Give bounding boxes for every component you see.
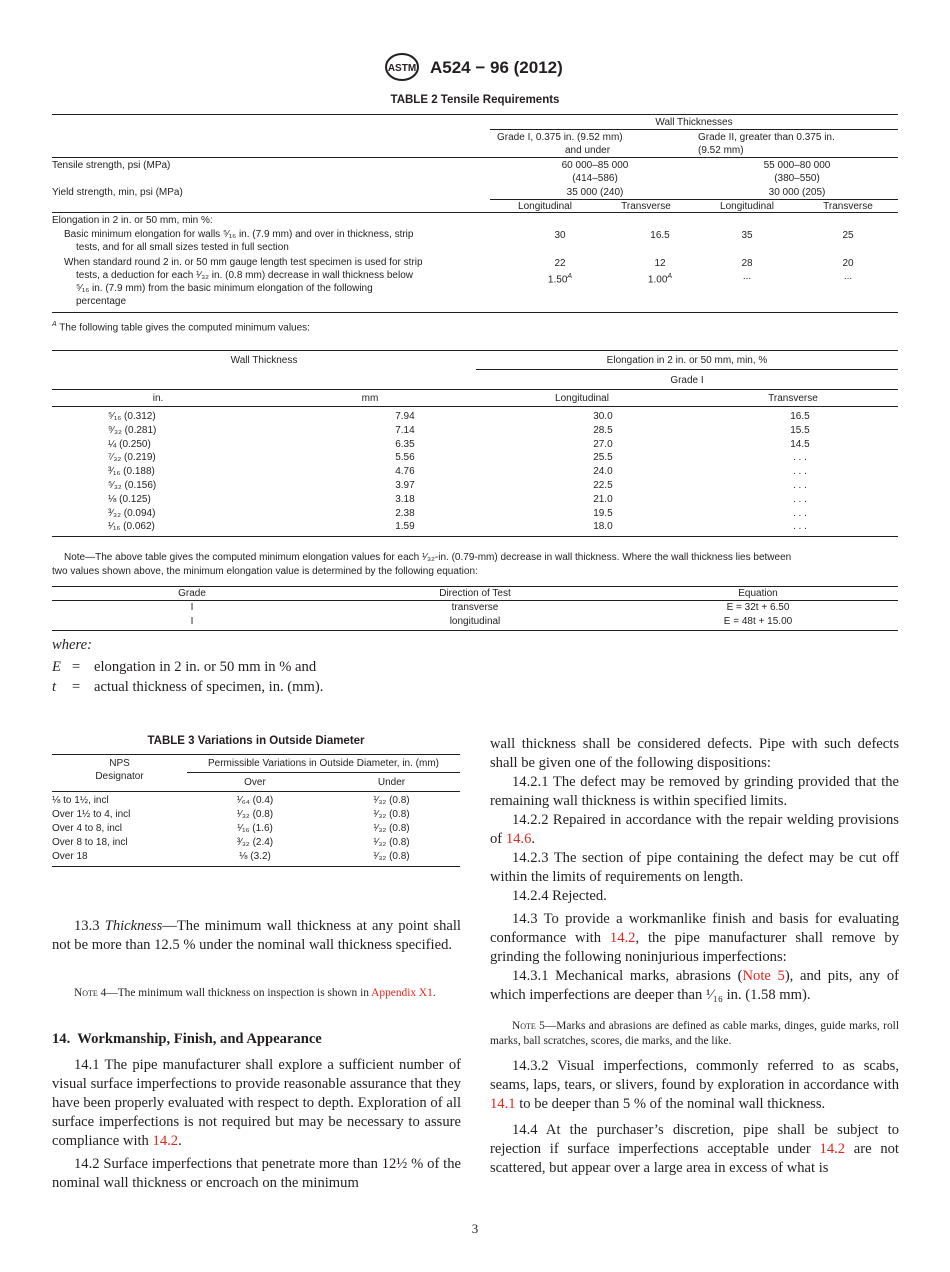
table-row: Over 8 to 18, incl ³⁄₃₂ (2.4) ¹⁄₃₂ (0.8) (52, 837, 410, 848)
para-14-2-3: 14.2.3 The section of pipe containing the defect may be cut off within the limits of requirements on length. (490, 850, 899, 885)
table-row: ⁷⁄₃₂ (0.219) 5.56 25.5 . . . (108, 452, 807, 464)
left-column-14 (52, 1056, 461, 1193)
table-row: I longitudinal E = 48t + 15.00 (190, 616, 793, 627)
table3-nps-header: NPS Designator (95, 758, 144, 782)
para-14-2-2: 14.2.2 Repaired in accordance with the repair welding provisions of 14.6. (490, 812, 899, 847)
yield-grade1: 35 000 (240) (566, 187, 624, 198)
tensile-grade1: 60 000–85 000 (414–586) (561, 160, 629, 184)
basic-val-2: 16.5 (650, 230, 670, 241)
tensile-label: Tensile strength, psi (MPa) (52, 160, 171, 171)
svg-text:ASTM: ASTM (387, 63, 417, 74)
section-14-2-link-b[interactable]: 14.2 (609, 930, 636, 946)
where-label: where: (52, 637, 92, 653)
para-13-3: 13.3 Thickness—The minimum wall thickness at any point shall not be more than 12.5 % under the nominal wall thickness specified. (52, 918, 461, 953)
left-column (52, 917, 461, 955)
table-row: Over 1½ to 4, incl ¹⁄₃₂ (0.8) ¹⁄₃₂ (0.8) (52, 809, 410, 820)
para-14-2-cont: wall thickness shall be considered defects. Pipe with such defects shall be given one of the following dispositions: (490, 736, 899, 771)
para-14-3: 14.3 To provide a workmanlike finish and basis for evaluating conformance with 14.2, the pipe manufacturer shall remove by grinding the following noninjurious imperfections: (490, 911, 900, 965)
eq-col-eq: Equation (738, 588, 778, 599)
para-14-2-4: 14.2.4 Rejected. (512, 888, 607, 904)
para-14-2: 14.2 Surface imperfections that penetrate more than 12½ % of the nominal wall thickness or encroach on the minimum (52, 1156, 461, 1191)
table2-footnote: $^A$ The following table gives the computed minimum values: (52, 321, 310, 334)
round-val-2: 12 $1.00^A$ (647, 258, 673, 286)
para-14-4: 14.4 At the purchaser’s discretion, pipe shall be subject to rejection if surface imperfections acceptable under 14.2 are not scattered, but appear over a large area in excess of what is (490, 1122, 899, 1176)
subhead-trans-g1: Transverse (621, 201, 671, 212)
para-14-2-1: 14.2.1 The defect may be removed by grinding provided that the remaining wall thickness is within specified limits. (490, 774, 899, 809)
basic-val-3: 35 (741, 230, 753, 241)
yield-label: Yield strength, min, psi (MPa) (52, 187, 183, 198)
subhead-trans-g2: Transverse (823, 201, 873, 212)
note-4: Note 4—The minimum wall thickness on inspection is shown in Appendix X1. (74, 987, 436, 999)
eq-col-grade: Grade (178, 588, 206, 599)
table2-wall-thicknesses: Wall Thicknesses (655, 117, 733, 128)
section-14-heading: 14. Workmanship, Finish, and Appearance (52, 1031, 322, 1047)
table-row: ³⁄₃₂ (0.094) 2.38 19.5 . . . (108, 507, 807, 519)
table3-under: Under (377, 777, 406, 788)
table3-over: Over (244, 777, 266, 788)
elong-note: Note—The above table gives the computed minimum elongation values for each ¹⁄₃₂-in. (0.79-mm) decrease in wall thickness. Where the wall thickness lies between two values shown above, the minimum elongation value is determined by the following equation: (52, 552, 792, 577)
table-row: I transverse E = 32t + 6.50 (190, 602, 790, 613)
col-long: Longitudinal (555, 393, 609, 404)
appendix-x1-link[interactable]: Appendix X1 (371, 987, 433, 999)
tensile-grade2: 55 000–80 000 (380–550) (763, 160, 831, 184)
basic-val-1: 30 (554, 230, 566, 241)
table-row: ⅛ to 1½, incl ¹⁄₆₄ (0.4) ¹⁄₃₂ (0.8) (52, 795, 410, 806)
document-designation: A524 − 96 (2012) (430, 58, 563, 77)
subhead-long-g1: Longitudinal (518, 201, 572, 212)
elong-header: Elongation in 2 in. or 50 mm, min, % (606, 355, 768, 366)
col-mm: mm (361, 393, 379, 404)
table-row: ³⁄₁₆ (0.188) 4.76 24.0 . . . (108, 466, 807, 478)
where-defs: E = elongation in 2 in. or 50 mm in % and t = actual thickness of specimen, in. (mm). (52, 659, 324, 695)
para-14-1: 14.1 The pipe manufacturer shall explore a sufficient number of visual surface imperfections to provide reasonable assurance that they have been properly evaluated with respect to depth. Exploration of all surface imperfections is not required but may be necessary to assure compliance with 14.2. (52, 1057, 461, 1149)
round-specimen-text: When standard round 2 in. or 50 mm gauge length test specimen is used for strip tests, a deduction for each ¹⁄₃₂ in. (0.8 mm) decrease in wall thickness below ⁵⁄₁₆ in. (7.9 mm) from the basic minimum elongation of the following percentage (64, 257, 423, 307)
note-5-link[interactable]: Note 5 (742, 968, 785, 984)
table3-perm-header: Permissible Variations in Outside Diameter, in. (mm) (208, 758, 439, 769)
table2-grade2-header: Grade II, greater than 0.375 in. (9.52 mm) (698, 132, 835, 156)
note-5: Note 5—Marks and abrasions are defined as cable marks, dinges, guide marks, roll marks, ball scratches, scores, die marks, and the like. (490, 1020, 899, 1047)
astm-logo (384, 52, 420, 82)
section-14-1-link[interactable]: 14.1 (490, 1096, 516, 1112)
table-row: Over 4 to 8, incl ¹⁄₁₆ (1.6) ¹⁄₃₂ (0.8) (52, 823, 410, 834)
section-14-6-link[interactable]: 14.6 (505, 831, 532, 847)
para-14-3-2: 14.3.2 Visual imperfections, commonly referred to as scabs, seams, laps, tears, or slivers, found by exploration in accordance with 14.1 to be deeper than 5 % of the nominal wall thickness. (490, 1058, 899, 1112)
eq-rows (52, 601, 898, 629)
table-row: ¼ (0.250) 6.35 27.0 14.5 (108, 438, 810, 450)
page-number: 3 (471, 1221, 479, 1236)
basic-elongation-text: Basic minimum elongation for walls ⁵⁄₁₆ in. (7.9 mm) and over in thickness, strip tests, and for all small sizes tested in full section (64, 229, 414, 253)
round-val-3: 28 ... (741, 258, 753, 282)
yield-grade2: 30 000 (205) (768, 187, 826, 198)
table2-grade1-header: Grade I, 0.375 in. (9.52 mm) and under (497, 132, 623, 156)
table-row: ⁹⁄₃₂ (0.281) 7.14 28.5 15.5 (108, 424, 810, 436)
section-14-2-link-c[interactable]: 14.2 (819, 1141, 846, 1157)
table2-title: TABLE 2 Tensile Requirements (390, 94, 560, 106)
col-trans: Transverse (768, 393, 818, 404)
right-column-b (490, 1057, 899, 1178)
table-row: ⅛ (0.125) 3.18 21.0 . . . (108, 493, 807, 505)
section-14-2-link[interactable]: 14.2 (152, 1133, 179, 1149)
round-val-1: 22 $1.50^A$ (547, 258, 573, 286)
round-val-4: 20 ... (842, 258, 854, 282)
basic-val-4: 25 (842, 230, 854, 241)
table-row: ⁵⁄₃₂ (0.156) 3.97 22.5 . . . (108, 479, 807, 491)
table-row: ⁵⁄₁₆ (0.312) 7.94 30.0 16.5 (108, 411, 810, 422)
elongation-label: Elongation in 2 in. or 50 mm, min %: (52, 215, 213, 226)
astm-logo-icon (384, 52, 420, 82)
elong-rows (52, 410, 898, 534)
table3-rows (52, 794, 460, 864)
table-row: Over 18 ⅛ (3.2) ¹⁄₃₂ (0.8) (52, 851, 410, 862)
para-14-3-1: 14.3.1 Mechanical marks, abrasions (Note 5), and pits, any of which imperfections are deeper than ¹⁄₁₆ in. (1.58 mm). (490, 968, 899, 1003)
col-in: in. (152, 393, 164, 404)
right-column (490, 735, 899, 1005)
elong-grade-header: Grade I (670, 375, 704, 386)
subhead-long-g2: Longitudinal (720, 201, 774, 212)
table3-title: TABLE 3 Variations in Outside Diameter (147, 735, 365, 747)
table-row: ¹⁄₁₆ (0.062) 1.59 18.0 . . . (108, 521, 807, 533)
elong-wall-thickness-header: Wall Thickness (230, 355, 298, 366)
eq-col-dir: Direction of Test (439, 588, 511, 599)
